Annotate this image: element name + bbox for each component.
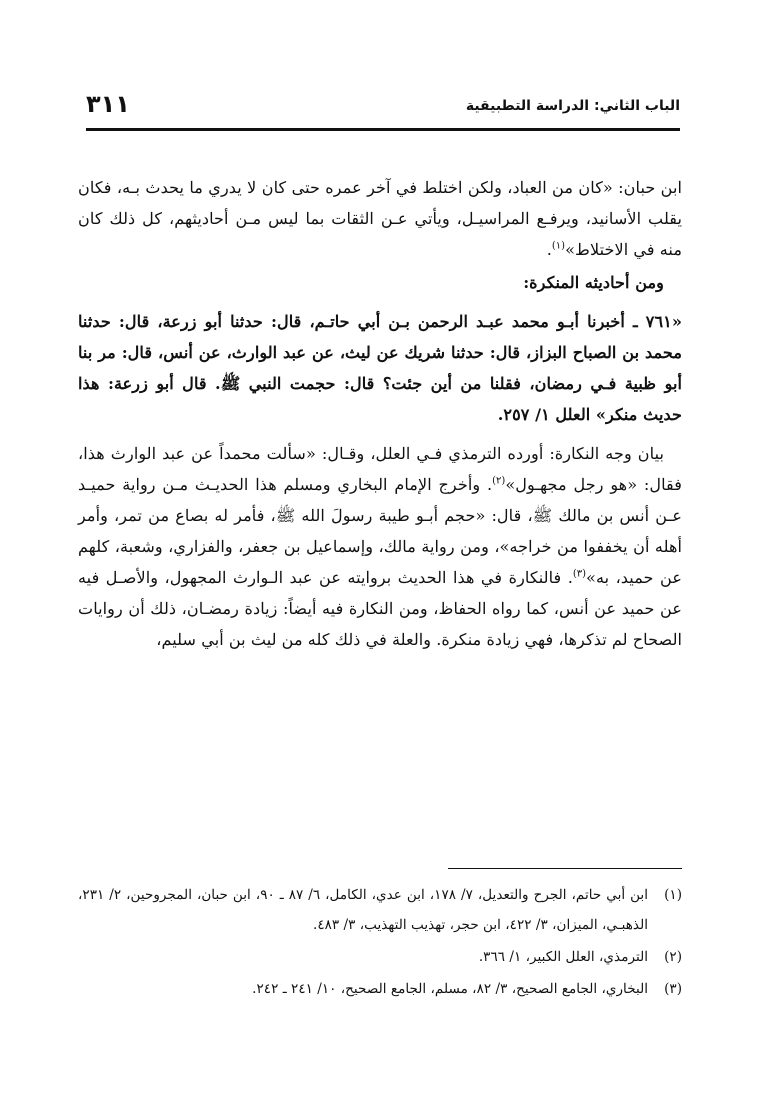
main-text xyxy=(78,172,682,655)
chapter-title: الباب الثاني: الدراسة التطبيقية xyxy=(465,98,680,114)
section-heading: ومن أحاديثه المنكرة: xyxy=(523,273,664,292)
footnote-text: البخاري، الجامع الصحيح، ٣/ ٨٢، مسلم، الجامع الصحيح، ١٠/ ٢٤١ ـ ٢٤٢. xyxy=(252,981,648,997)
paragraph-text: ابن حبان: «كان من العباد، ولكن اختلط في آخر عمره حتى كان لا يدري ما يحدث بـه، فكان يقلب الأسانيد، ويرفـع المراسيـل، ويأتي عـن الثقات بما ليس مـن أحاديثهم، كل ذلك كان منه في الاختلاط» xyxy=(78,178,682,259)
footnote-item xyxy=(78,880,682,940)
footnote-text: الترمذي، العلل الكبير، ١/ ٣٦٦. xyxy=(478,949,648,965)
footnote-separator xyxy=(448,868,682,869)
hadith-text: «٧٦١ ـ أخبرنا أبـو محمد عبـد الرحمن بـن أبي حاتـم، قال: حدثنا أبو زرعة، قال: حدثنا محمد بن الصباح البزاز، قال: حدثنا شريك عن ليث، عن عبد الوارث، عن أنس، قال: مر بنا أبو ظبية فـي رمضان، فقلنا من أين جئت؟ قال: حجمت النبي ﷺ. قال أبو زرعة: هذا حديث منكر» العلل ١/ ٢٥٧. xyxy=(78,312,682,424)
footnote-ref-3: (٣) xyxy=(572,568,587,580)
footnote-number: (١) xyxy=(664,887,682,903)
footnote-ref-1: (١) xyxy=(551,240,566,252)
page-number: ٣١١ xyxy=(86,90,130,118)
footnotes xyxy=(78,880,682,1006)
header-rule xyxy=(86,128,680,131)
running-header xyxy=(86,88,680,128)
paragraph-end: . xyxy=(546,240,552,259)
explanation-part-2: . وأخرج الإمام البخاري ومسلم هذا الحديـث مـن رواية حميـد عـن أنس بن مالك ﷺ، قال: «حجم أبـو طيبة رسولَ الله ﷺ، فأمر له بصاع من تمر، وأمر أهله أن يخففوا من خراجه»، ومن رواية مالك، وإسماعيل بن جعفر، والفزاري، وشعبة، كلهم عن حميد، به» xyxy=(78,475,682,587)
paragraph-ibn-hibban xyxy=(78,172,682,265)
footnote-number: (٢) xyxy=(664,949,682,965)
explanation-part-3: . فالنكارة في هذا الحديث بروايته عن عبد الـوارث المجهول، والأصـل فيه عن حميد عن أنس، كما رواه الحفاظ، ومن النكارة فيه أيضاً: زيادة رمضـان، ذلك أن روايات الصحاح لم تذكرها، فهي زيادة منكرة. والعلة في ذلك كله من ليث بن أبي سليم، xyxy=(78,568,682,649)
paragraph-explanation xyxy=(78,438,682,655)
footnote-text: ابن أبي حاتم، الجرح والتعديل، ٧/ ١٧٨، ابن عدي، الكامل، ٦/ ٨٧ ـ ٩٠، ابن حبان، المجروحين، ٢/ ٢٣١، الذهبـي، الميزان، ٣/ ٤٢٢، ابن حجر، تهذيب التهذيب، ٣/ ٤٨٣. xyxy=(78,887,648,933)
footnote-ref-2: (٢) xyxy=(492,475,506,487)
footnote-item xyxy=(78,942,682,972)
footnote-number: (٣) xyxy=(664,981,682,997)
footnote-item xyxy=(78,974,682,1004)
explanation-part-1: بيان وجه النكارة: أورده الترمذي فـي العلل، وقـال: «سألت محمداً عن عبد الوارث هذا، فقال: «هو رجل مجهـول» xyxy=(78,444,682,494)
